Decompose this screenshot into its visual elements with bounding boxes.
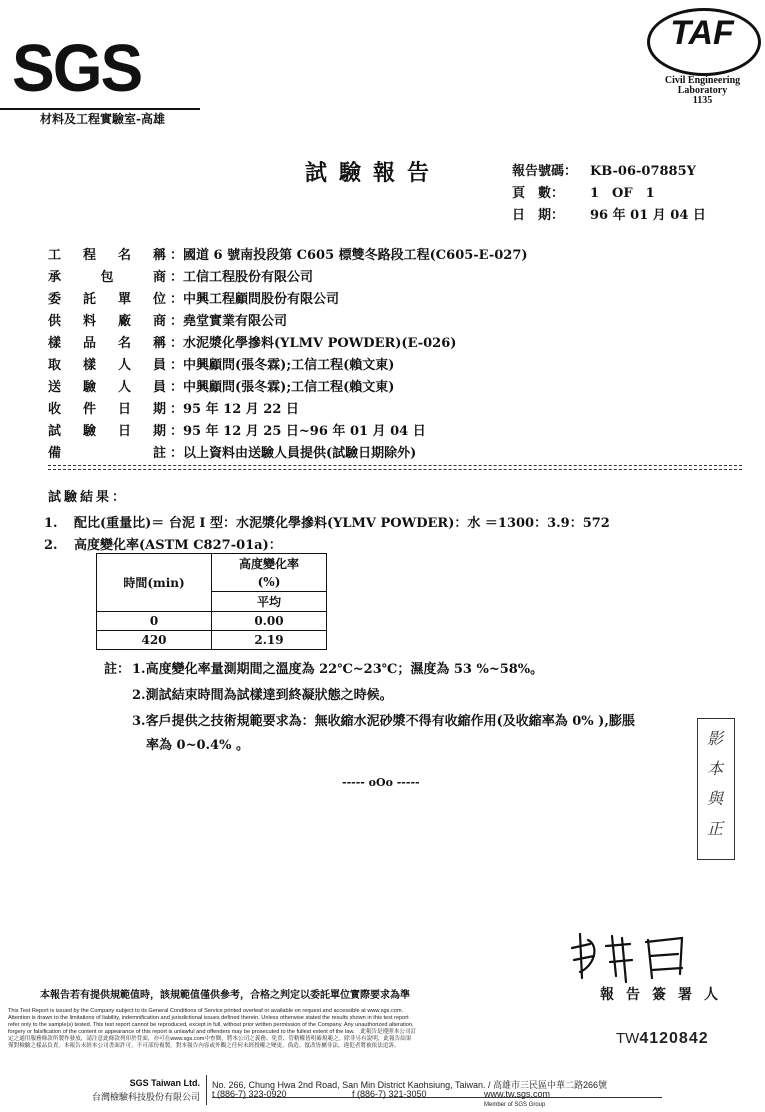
- fine-print-line: forgery or falsification of the content or appearance of this report is unlawful and offenders may be prosecuted to the fullest extent of the law. 此報告是遵照本公司訂: [8, 1029, 417, 1035]
- company-fax: f (886-7) 321-3050: [352, 1089, 427, 1099]
- field-label: 工程名稱: [48, 248, 166, 263]
- field-label: 供料廠商: [48, 314, 166, 329]
- height-change-table: [96, 553, 327, 650]
- accreditation-line-1: Civil Engineering: [664, 75, 741, 86]
- accreditation-line-3: 1135: [692, 95, 713, 106]
- field-label: 委託單位: [48, 292, 166, 307]
- note-prefix: 註：: [104, 662, 131, 677]
- date-row: [512, 204, 706, 223]
- company-cn: 台灣檢驗科技股份有限公司: [91, 1092, 200, 1102]
- item-text: 配比(重量比)＝ 台泥 I 型：水泥漿化學摻料(YLMV POWDER)：水 ＝1300：3.9：572: [74, 516, 610, 531]
- company-web: www.tw.sgs.com: [484, 1089, 551, 1099]
- header-unit: (%): [212, 573, 327, 592]
- field-label: 承包商: [48, 270, 166, 285]
- signer-label: 報告簽署人: [600, 987, 730, 1003]
- serial-number: 4120842: [639, 1030, 709, 1047]
- results-title: 試驗結果：: [48, 490, 129, 505]
- field-remarks: 備註 ：以上資料由送驗人員提供(試驗日期除外): [48, 444, 416, 464]
- field-label: 樣品名稱: [48, 336, 166, 351]
- pages-value: 1 OF 1: [590, 186, 655, 201]
- disclaimer-cn: 本報告若有提供規範值時，該規範值僅供參考，合格之判定以委託單位實際要求為準: [40, 990, 410, 1001]
- footer-divider: [206, 1075, 207, 1105]
- field-value: 堯堂實業有限公司: [183, 314, 288, 329]
- stamp-char: 本: [706, 759, 723, 778]
- note-1: 1.高度變化率量測期間之溫度為 22℃~23℃；濕度為 53 %~58%。: [132, 662, 544, 677]
- field-value: 中興顧問(張冬霖);工信工程(賴文東): [183, 380, 395, 395]
- field-received-date: 收件日期 ：95 年 12 月 22 日: [48, 400, 299, 420]
- fine-print-line: 定之通用服務條款所製作發放，請注意此條款列印於背面，亦可在www.sgs.com中查閱，將本公司之義務、免責、管轄權皆明確規範之。除非另有說明，此報告結果: [8, 1036, 412, 1042]
- field-label: 送驗人員: [48, 380, 166, 395]
- section-divider: [48, 465, 742, 470]
- cell-average: 0.00: [212, 612, 327, 631]
- serial-prefix: TW: [616, 1030, 640, 1047]
- field-label: 收件日期: [48, 402, 166, 417]
- member-note: Member of SGS Group: [484, 1102, 546, 1108]
- field-supplier: 供料廠商 ：堯堂實業有限公司: [48, 312, 287, 332]
- field-value: 中興顧問(張冬霖);工信工程(賴文東): [183, 358, 395, 373]
- fine-print-line: refer only to the sample(s) tested. This test report cannot be reproduced, except in full, without prior written permission of the Company. Any unauthorized alteration,: [8, 1022, 414, 1028]
- note-2: 2.測試結束時間為試樣達到終凝狀態之時候。: [132, 688, 393, 703]
- header-rate: 高度變化率: [212, 554, 327, 574]
- pages-label: 頁 數：: [512, 186, 565, 201]
- end-mark: ----- oOo -----: [342, 776, 420, 789]
- stamp-char: 正: [706, 819, 723, 838]
- note-3: 3.客戶提供之技術規範要求為：無收縮水泥砂漿不得有收縮作用(及收縮率為 0% ),膨脹: [132, 714, 635, 729]
- company-tel: t (886-7) 323-0920: [212, 1089, 287, 1099]
- fine-print-line: This Test Report is issued by the Company subject to its General Conditions of Service printed overleaf or available on request and accessible at www.sgs.com.: [8, 1008, 404, 1014]
- field-submitter: 送驗人員 ：中興顧問(張冬霖);工信工程(賴文東): [48, 378, 394, 398]
- table-row: [97, 612, 327, 631]
- fine-print-line: Attention is drawn to the limitations of liability, indemnification and jurisdictional issues defined therein. Unless otherwise stated the results shown in this test report: [8, 1015, 409, 1021]
- date-value: 96 年 01 月 04 日: [590, 208, 706, 223]
- signature-icon: [560, 926, 730, 986]
- item-number: 1.: [44, 516, 58, 531]
- field-test-date: 試驗日期 ：95 年 12 月 25 日~96 年 01 月 04 日: [48, 422, 426, 442]
- taf-logo: TAF: [670, 14, 734, 52]
- field-sampler: 取樣人員 ：中興顧問(張冬霖);工信工程(賴文東): [48, 356, 394, 376]
- field-contractor: 承包商 ：工信工程股份有限公司: [48, 268, 313, 288]
- result-item-mix: [44, 512, 610, 531]
- cell-time: 420: [97, 631, 212, 650]
- date-label: 日 期：: [512, 208, 565, 223]
- company-en: SGS Taiwan Ltd.: [129, 1078, 200, 1088]
- field-label: 備註: [48, 446, 166, 461]
- item-text: 高度變化率(ASTM C827-01a)：: [74, 538, 282, 553]
- cell-time: 0: [97, 612, 212, 631]
- fine-print-line: 僅對檢驗之樣品負責。本報告未經本公司書面許可，不可部份複製。對本報告內容或外觀之任何未經授權之變更、偽造、竄改皆屬非法，違犯者將被依法追訴。: [8, 1043, 400, 1049]
- field-value: 95 年 12 月 22 日: [183, 402, 299, 417]
- lab-name: 材料及工程實驗室-高雄: [40, 112, 165, 126]
- field-value: 工信工程股份有限公司: [183, 270, 314, 285]
- report-number-row: [512, 160, 696, 179]
- cell-average: 2.19: [212, 631, 327, 650]
- header-average: 平均: [212, 592, 327, 612]
- field-label: 取樣人員: [48, 358, 166, 373]
- field-sample: 樣品名稱 ：水泥漿化學摻料(YLMV POWDER)(E-026): [48, 334, 456, 354]
- stamp-char: 與: [706, 789, 723, 808]
- stamp-char: 影: [706, 729, 723, 748]
- item-number: 2.: [44, 538, 58, 553]
- result-item-height: [44, 534, 282, 553]
- field-value: 95 年 12 月 25 日~96 年 01 月 04 日: [183, 424, 426, 439]
- company-address: No. 266, Chung Hwa 2nd Road, San Min District Kaohsiung, Taiwan. / 高雄市三民區中華二路266號: [212, 1080, 608, 1090]
- field-value: 國道 6 號南投段第 C605 標雙冬路段工程(C605-E-027): [183, 248, 528, 263]
- terms-fine-print: [8, 1008, 600, 1050]
- field-value: 以上資料由送驗人員提供(試驗日期除外): [183, 446, 417, 461]
- report-serial: [616, 1030, 709, 1048]
- field-value: 水泥漿化學摻料(YLMV POWDER)(E-026): [183, 336, 457, 351]
- note-3-continued: 率為 0~0.4% 。: [146, 738, 249, 753]
- table-row: [97, 631, 327, 650]
- report-number-label: 報告號碼：: [512, 164, 578, 179]
- pages-row: [512, 182, 655, 201]
- header-time: 時間(min): [97, 554, 212, 612]
- field-project: 工程名稱 ：國道 6 號南投段第 C605 標雙冬路段工程(C605-E-027): [48, 246, 528, 266]
- sgs-logo: SGS: [12, 30, 142, 106]
- accreditation-line-2: Laboratory: [677, 85, 728, 96]
- field-client: 委託單位 ：中興工程顧問股份有限公司: [48, 290, 339, 310]
- report-title: 試驗報告: [305, 160, 442, 186]
- field-value: 中興工程顧問股份有限公司: [183, 292, 340, 307]
- report-number: KB-06-07885Y: [590, 164, 696, 179]
- field-label: 試驗日期: [48, 424, 166, 439]
